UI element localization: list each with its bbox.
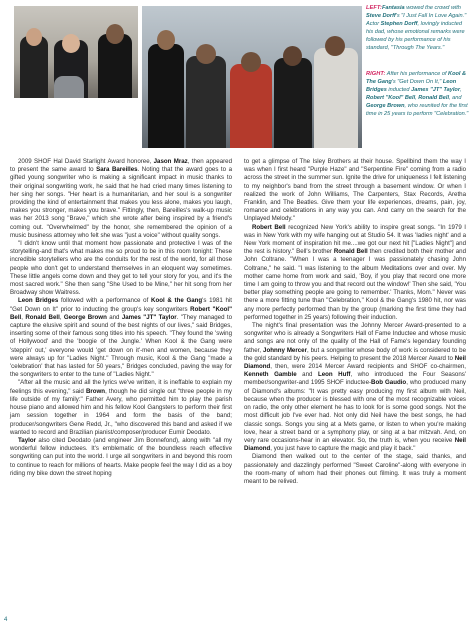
text-run: to get a glimpse of The Isley Brothers at their house. Spellbind them the way I was when I first heard "Purple Haze" and "Serpentine Fire" coming from a radio across the street in the summer sun. Ignite the drive for uniqueness I felt listening to my neighbor's band from the street through a basement window. Or when I realized the work of John Williams, The Carpenters, Stax Records, Aretha Franklin, and The Beatles. Give them your life experiences, dreams, pain, joy, romance and celebrations in any way you can. And carry on the search for the Unplayed Melody." bbox=[244, 158, 466, 223]
text-run: , and bbox=[449, 95, 462, 101]
text-run: inducted bbox=[386, 87, 412, 93]
text-run: 's "Get Down On It," bbox=[391, 79, 443, 85]
page-number: 4 bbox=[4, 617, 8, 623]
text-run: "I didn't know until that moment how passionate and protective I was of the storytelling-and that's what makes me so proud to be in this room tonight: These incredible storytellers who are the conduits for the rest of the world, for all those people who don't get to understand themselves in an eloquent way sometimes. These little angels come down and they get to tell your story for you, and it's the most sacred work." She then sang "She Used to be Mine," her hit song from her Broadway show Waitress. bbox=[10, 240, 232, 297]
text-run: , who reunited for the first time in 25 years to perform "Celebration." bbox=[366, 103, 469, 117]
photo-kool-and-the-gang bbox=[142, 6, 362, 148]
text-run: "After all the music and all the lyrics we've written, it is ineffable to explain my feelings this evening," said bbox=[10, 379, 232, 395]
text-run: 2009 SHOF Hal David Starlight Award honoree, bbox=[18, 158, 154, 165]
text-run: . "They managed to capture the elusive spirit and sound of the best nights of our lives," said Bridges, inserting some of their famous song titles into his speech. "They found the 'swing of Hollywood' and the 'boogie of the Jungle.' When Kool & the Gang were 'steppin' out,' everyone would 'get down on it'-men and women, because they were always up for "Ladies Night." Through music, Kool & the Gang "made a 'celebration' that has lasted for 50 years," Bridges concluded, paving the way for the songwriters to enter to the tune of "Ladies Night." bbox=[10, 313, 232, 379]
bold-name: Ronald Bell bbox=[25, 313, 60, 321]
bold-name: Neil Diamond bbox=[244, 436, 466, 453]
text-run: Diamond then walked out to the center of the stage, said thanks, and passionately and dazzlingly performed "Sweet Caroline"-along with everyone in the room-many of whom had their phones out filming. It was truly a moment meant to be relived. bbox=[244, 453, 466, 485]
bold-name: Robert "Kool" Bell bbox=[366, 95, 416, 101]
text-run: , but a songwriter whose body of work is considered to be the gold standard by his peers. Helping to present the 2018 Mercer Award to bbox=[244, 346, 466, 362]
text-run: 's "I Just Fall In Love Again." Actor bbox=[366, 13, 467, 27]
text-run: then credited both their mother and John Coltrane. "When I was a teenager I was passionately chasing John Coltrane," he said. "I was listening to the album Meditations over and over. My mother came home from work and said, 'Boy, if you play that record one more time I am going to throw you and that record out the window!' Then she said, 'You better play something people are going to remember.' Thanks, Mom." Never was there a more fitting tune than "Celebration," Kool & the Gang's 1980 hit, nor was any more perfectly performed than by the group (marking the first time they had performed together in 25 years) following their induction. bbox=[244, 248, 466, 321]
bold-name: Johnny Mercer bbox=[263, 346, 307, 354]
text-run: also cited Deodato (and engineer Jim Bonnefond), along with "all my wonderful fellow inductees. It's emblematic of the boundless reach effective songwriting can put into the world. I urge all songwriters in and beyond this room to continue to reach for millions of hearts. Make people feel the way I did as a boy riding my bike down the street hoping bbox=[10, 436, 232, 477]
bold-name: Fantasia bbox=[381, 5, 405, 11]
text-run: and bbox=[106, 313, 122, 321]
text-run: , you just have to capture the magic and play it back." bbox=[270, 445, 416, 453]
bold-name: Kool & The Gang bbox=[366, 71, 467, 85]
caption-left bbox=[366, 4, 470, 52]
text-run: , bbox=[59, 313, 64, 321]
bold-name: Kool & the Gang bbox=[151, 297, 203, 305]
text-run: followed with a performance of bbox=[58, 297, 152, 305]
text-run: , then, were 2014 Mercer Award recipients and SHOF co-chairmen, bbox=[270, 363, 466, 371]
bold-name: Jason Mraz bbox=[153, 158, 188, 165]
paragraph bbox=[10, 240, 232, 297]
caption-keyword: RIGHT: bbox=[366, 71, 386, 77]
article-column-right bbox=[244, 158, 466, 486]
bold-name: James "JT" Taylor bbox=[121, 313, 177, 321]
bold-name: Leon Bridges bbox=[366, 79, 457, 93]
caption-keyword: LEFT: bbox=[366, 5, 382, 11]
text-run: , lovingly inducted his dad, whose emotional remarks were followed by his performance of his standard, "Through The Years." bbox=[366, 21, 465, 51]
article-column-left bbox=[10, 158, 232, 478]
bold-name: Leon Huff bbox=[317, 371, 351, 379]
bold-name: Robert Bell bbox=[252, 223, 286, 231]
bold-name: Kenneth Gamble bbox=[244, 371, 297, 379]
bold-name: Brown bbox=[85, 387, 106, 395]
bold-name: Sara Bareilles bbox=[96, 166, 138, 174]
text-run: wowed the crowd with bbox=[404, 5, 461, 11]
bold-name: Steve Dorff bbox=[366, 13, 396, 19]
paragraph bbox=[10, 437, 232, 478]
caption-right bbox=[366, 70, 470, 118]
text-run: , bbox=[21, 313, 26, 321]
photo-fantasia-dorff bbox=[14, 6, 138, 98]
bold-name: Leon Bridges bbox=[18, 297, 59, 305]
paragraph bbox=[244, 158, 466, 224]
text-run: . Noting that the award goes to a gifted young songwriter who is making a significant impact in music thanks to their original songwriting work, he said that he had cried many times listening to her sing her songs. "Her heart is a humanitarian, and her soul is a songwriter providing the kind of entertainment that makes you less alone, makes you laugh, makes you stronger, makes you brave." Fittingly, then, Bareilles's walk-up music was her 2013 song "Brave," which she wrote after being inspired by a friend's coming out. "Overwhelmed" by the honor, she remembered the opinion of a music business attorney who felt she was "just a voice" without quality songs. bbox=[10, 166, 232, 239]
bold-name: George Brown bbox=[63, 313, 107, 321]
bold-name: Robert "Kool" Bell bbox=[10, 305, 233, 321]
text-run: After his performance of bbox=[385, 71, 449, 77]
paragraph bbox=[244, 224, 466, 322]
text-run: , bbox=[415, 95, 419, 101]
paragraph bbox=[244, 453, 466, 486]
bold-name: Taylor bbox=[18, 436, 36, 444]
paragraph bbox=[10, 379, 232, 436]
text-run: , though he did single out "three people in my life outside of my family:" Father Avery, who permitted him to play the parish house piano and allowed him and his fellow Kool Gangsters to perform their first jam session together in 1964 and form the basis of the band; producer/songwriters Gene Redd, Jr., "who discovered this band and asked if we wanted to record and Brazilian pianist/composer/producer Eumir Deodato. bbox=[10, 387, 232, 436]
text-run: , bbox=[460, 87, 462, 93]
bold-name: Ronald Bell bbox=[418, 95, 450, 101]
bold-name: James "JT" Taylor bbox=[411, 87, 461, 93]
text-run: , who produced many of Diamond's albums: "It was pretty easy producing my first album with Neil, because when the producer is blessed with one of the most recognizable voices on radio, the only other element he has to look for is some good songs. Not the most difficult job I've ever had. Not only did Neil have the best songs, he had classic songs. Songs you sing at a Mets game, or listen to when you're making love, hear a street band or a symphony play, or sing at a bar mitzvah. And, on very rare occasions-hear in an elevator. So, the truth is, when you receive bbox=[244, 379, 466, 444]
paragraph bbox=[10, 158, 232, 240]
bold-name: Stephen Dorff bbox=[380, 21, 418, 27]
text-run: , then appeared to present the same award to bbox=[10, 158, 232, 174]
bold-name: George Brown bbox=[366, 103, 405, 109]
text-run: and bbox=[296, 371, 318, 379]
bold-name: Ronald Bell bbox=[333, 248, 368, 256]
text-run: , who introduced the Four Seasons' member/songwriter-and 1995 SHOF inductee- bbox=[244, 371, 466, 387]
text-run: recognized New York's ability to inspire great songs. "In 1979 I was in New York with my wife hanging out at Studio 54. It was 'ladies night' and a New York moment of inspiration hit me....we got our next hit ["Ladies Night"] and the rest is history." Bell's brother bbox=[244, 223, 466, 256]
text-run: 's 1981 hit "Get Down on It" prior to inducting the group's key songwriters bbox=[10, 297, 232, 313]
text-run: The night's final presentation was the Johnny Mercer Award-presented to a songwriter who is already a Songwriters Hall of Fame Inductee and whose music and songs are not only of the quality of the Hall of Fame's legendary founding father, bbox=[244, 322, 466, 354]
paragraph bbox=[244, 322, 466, 453]
paragraph bbox=[10, 297, 232, 379]
bold-name: Bob Gaudio bbox=[371, 379, 407, 387]
bold-name: Neil Diamond bbox=[244, 354, 466, 371]
